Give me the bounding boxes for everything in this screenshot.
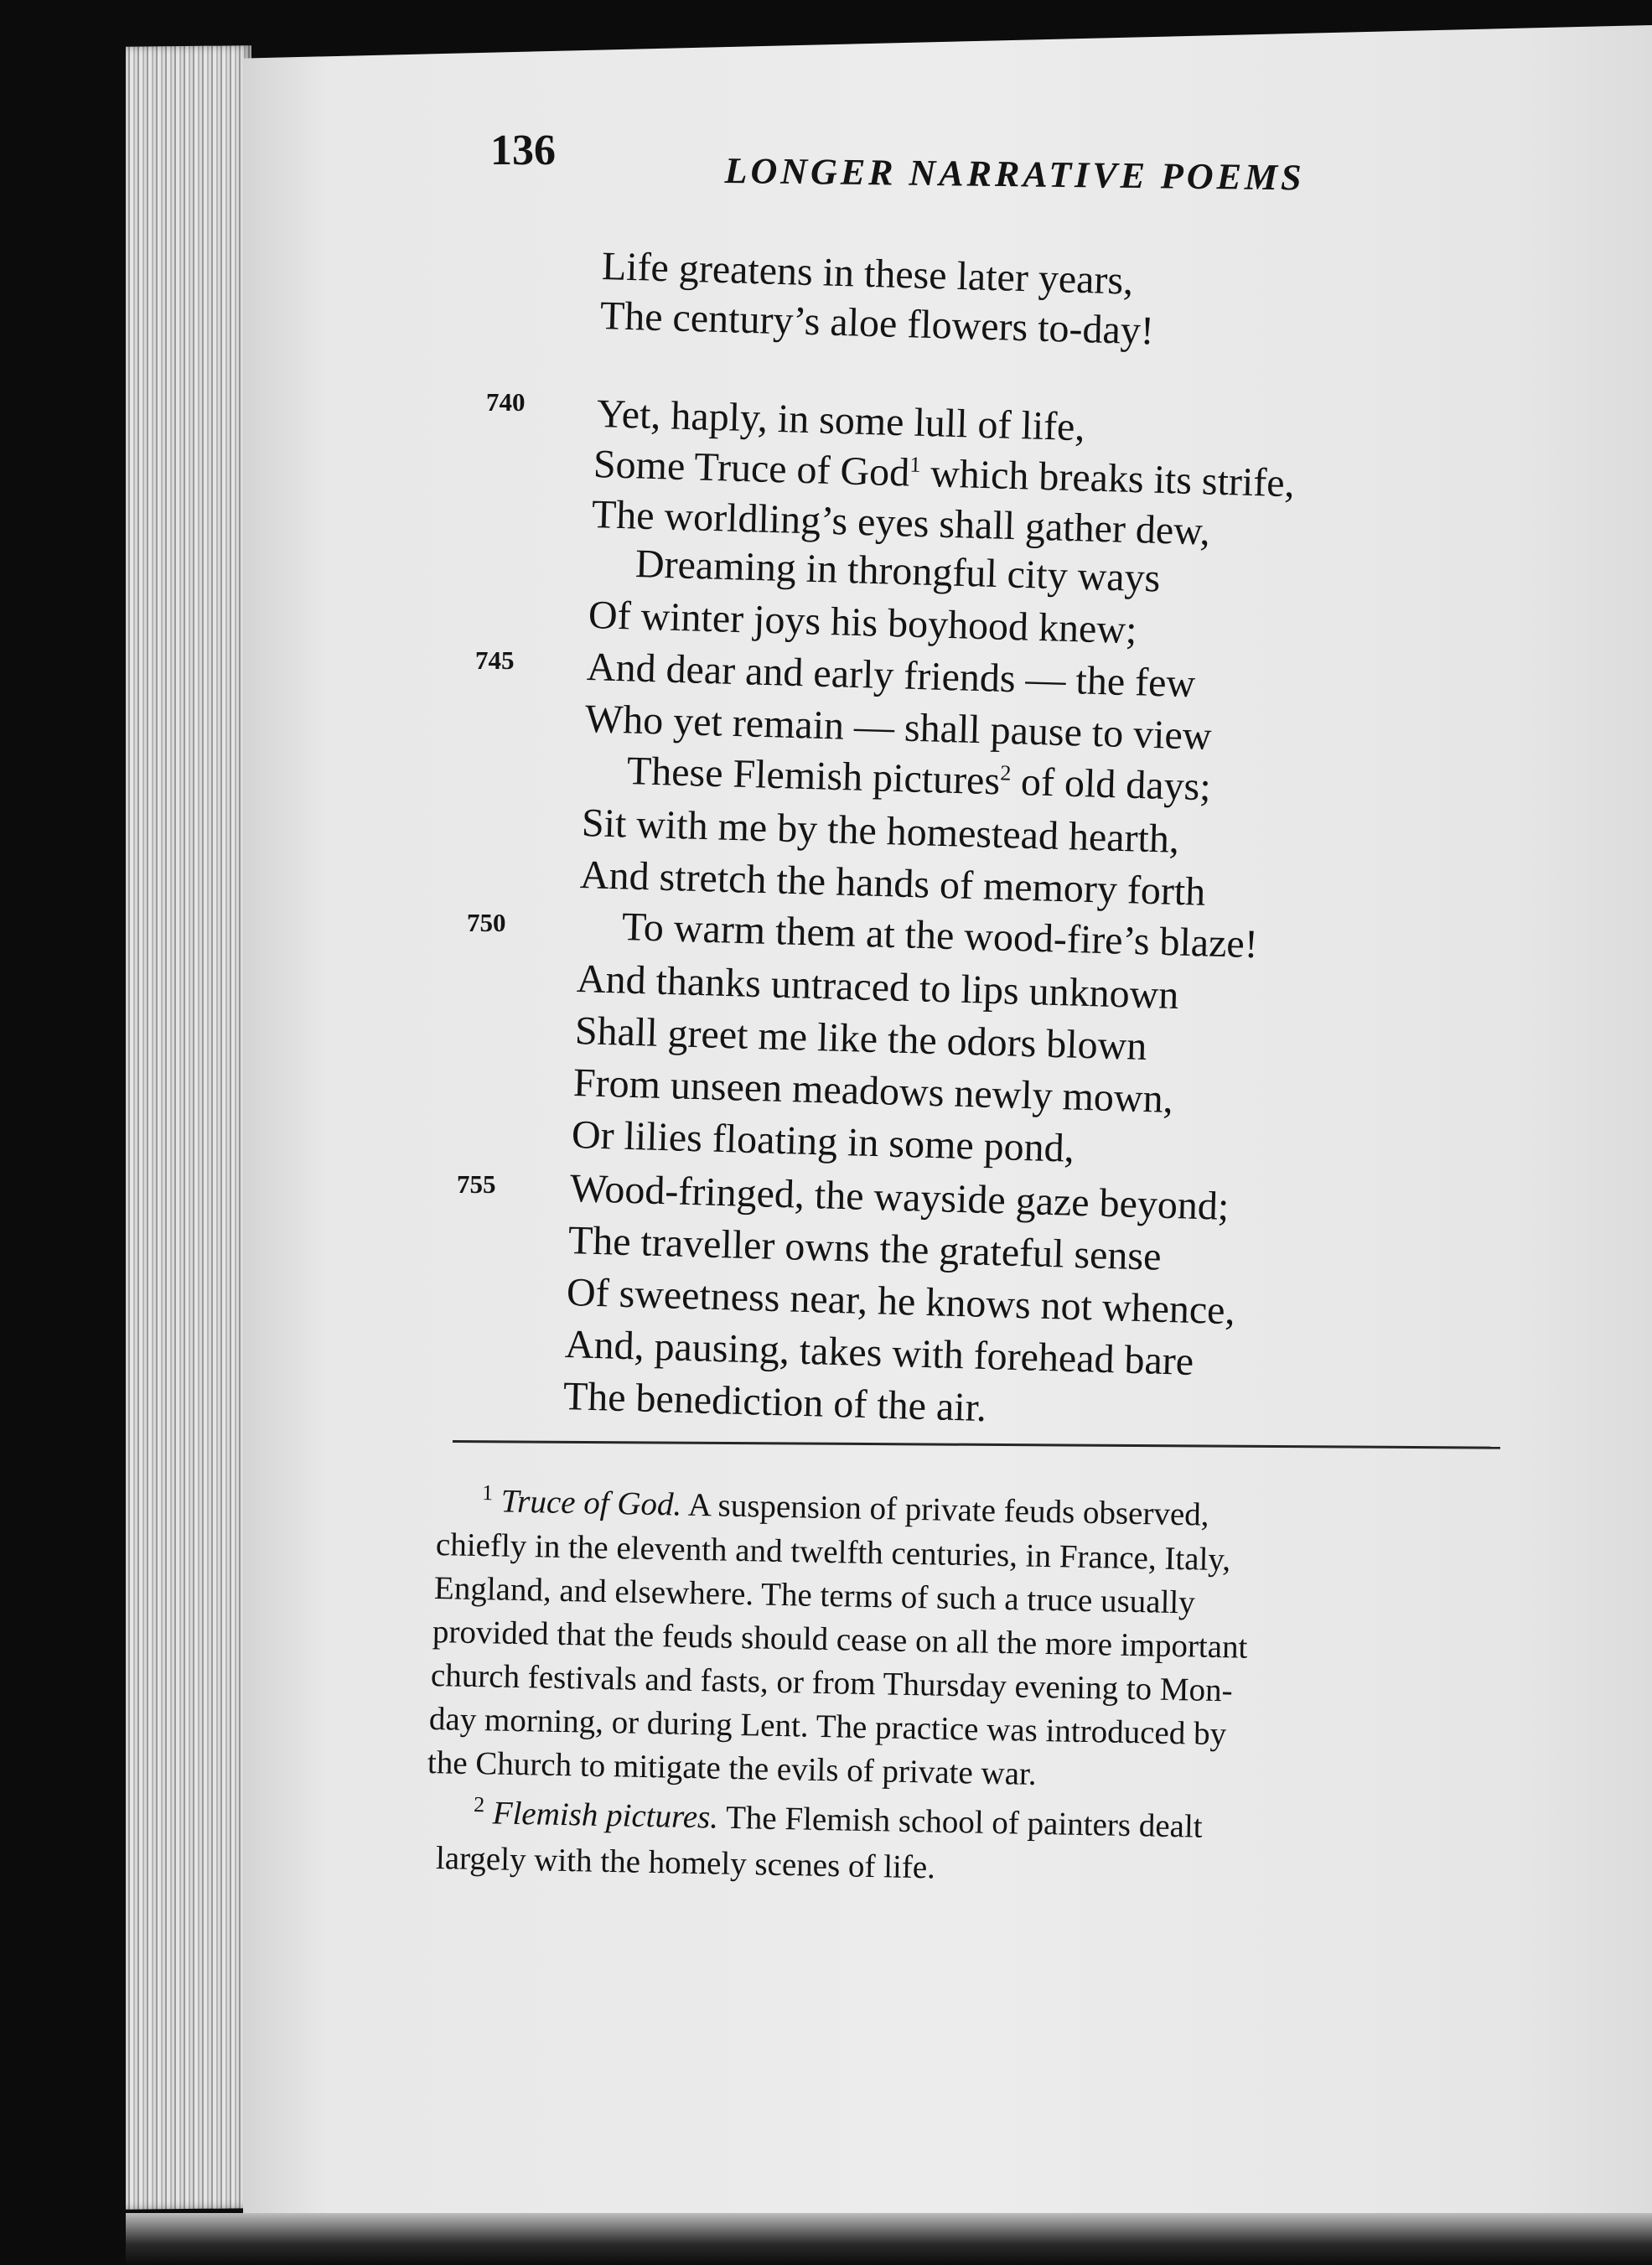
poem-line: The century’s aloe flowers to-day! <box>599 293 1155 354</box>
line-number: 750 <box>467 908 506 937</box>
poem-line: The worldling’s eyes shall gather dew, <box>591 492 1211 554</box>
footnote-line: church festivals and fasts, or from Thursday evening to Mon- <box>430 1657 1233 1709</box>
footnote-line: England, and elsewhere. The terms of such a truce usually <box>433 1570 1196 1621</box>
page-edges <box>126 45 251 2210</box>
poem-line-text: of old days; <box>1020 759 1212 810</box>
poem-line: Of winter joys his boyhood knew; <box>588 593 1138 653</box>
poem-line: To warm them at the wood-fire’s blaze! <box>621 904 1259 967</box>
poem-line: And stretch the hands of memory forth <box>579 853 1206 915</box>
poem-line-text: which breaks its strife, <box>930 451 1296 506</box>
poem-line: And dear and early friends — the few <box>586 645 1196 707</box>
footnote-text: A suspension of private feuds observed, <box>687 1486 1209 1533</box>
footnote-term: Flemish pictures. <box>492 1795 719 1836</box>
line-number: 755 <box>457 1169 496 1199</box>
footnote-line: largely with the homely scenes of life. <box>435 1840 936 1886</box>
footnote-ref: 2 <box>999 760 1012 785</box>
poem-line: Dreaming in throngful city ways <box>634 542 1162 601</box>
poem-line: From unseen meadows newly mown, <box>572 1060 1174 1122</box>
footnote-text: The Flemish school of painters dealt <box>725 1799 1204 1845</box>
line-number: 745 <box>475 645 515 675</box>
poem-line: Sit with me by the homestead hearth, <box>581 801 1180 862</box>
page-number: 136 <box>490 127 556 174</box>
footnote-line: chiefly in the eleventh and twelfth centuries, in France, Italy, <box>435 1526 1231 1578</box>
poem-line: The benediction of the air. <box>562 1374 987 1431</box>
poem-line: Yet, haply, in some lull of life, <box>596 391 1086 450</box>
poem-line: Life greatens in these later years, <box>601 244 1134 303</box>
poem-line: The traveller owns the grateful sense <box>567 1218 1163 1279</box>
poem-line: And, pausing, takes with forehead bare <box>564 1322 1194 1384</box>
footnote-term: Truce of God. <box>500 1483 682 1523</box>
footnote-marker: 1 <box>481 1480 494 1506</box>
poem-line: Or lilies floating in some pond, <box>571 1112 1075 1171</box>
footnote-line: provided that the feuds should cease on all the more important <box>432 1614 1248 1666</box>
footnote-marker: 2 <box>473 1792 485 1817</box>
line-number: 740 <box>486 387 526 417</box>
poem-line: Wood-fringed, the wayside gaze beyond; <box>569 1166 1230 1229</box>
running-head: LONGER NARRATIVE POEMS <box>724 149 1305 199</box>
bottom-shadow <box>126 2213 1652 2265</box>
poem-line: Who yet remain — shall pause to view <box>584 697 1213 759</box>
poem-line-text: These Flemish pictures <box>626 749 1001 804</box>
poem-line-text: Some Truce of God <box>593 442 910 495</box>
footnote-line: the Church to mitigate the evils of private war. <box>427 1744 1037 1792</box>
poem-line: And thanks untraced to lips unknown <box>576 956 1180 1018</box>
poem-line: Of sweetness near, he knows not whence, <box>566 1270 1236 1334</box>
footnote-ref: 1 <box>909 452 921 477</box>
poem-line: Shall greet me like the odors blown <box>574 1008 1148 1070</box>
footnote-line: day morning, or during Lent. The practice was introduced by <box>428 1701 1227 1753</box>
